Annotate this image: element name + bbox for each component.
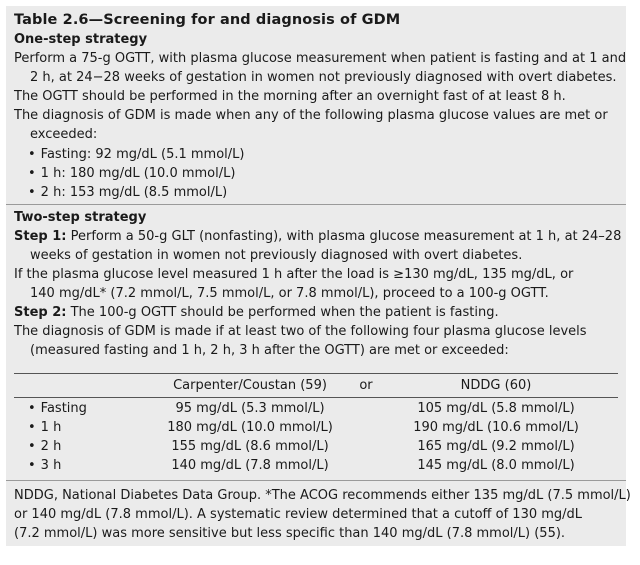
footnote-divider	[6, 480, 626, 481]
one-step-bullet-2h: • 2 h: 153 mg/dL (8.5 mmol/L)	[28, 183, 227, 202]
footnote-line3: (7.2 mmol/L) was more sensitive but less specific than 140 mg/dL (7.8 mmol/L) (55).	[14, 526, 566, 541]
one-step-heading: One-step strategy	[14, 32, 148, 47]
one-step-p1-line2: 2 h, at 24−28 weeks of gestation in women not previously diagnosed with overt diabetes.	[30, 70, 617, 85]
one-step-p2: The OGTT should be performed in the morning after an overnight fast of at least 8 h.	[14, 89, 566, 104]
cell-nddg-1h: 190 mg/dL (10.6 mmol/L)	[413, 420, 579, 435]
row-label-2h: • 2 h	[28, 437, 61, 456]
row-label-3h: • 3 h	[28, 456, 61, 475]
table-top-rule	[14, 373, 618, 374]
diag-line1: The diagnosis of GDM is made if at least two of the following four plasma glucose levels	[14, 324, 587, 339]
one-step-p3-line2: exceeded:	[30, 127, 98, 142]
header-carpenter-coustan: Carpenter/Coustan (59)	[173, 378, 327, 393]
step1-line2: weeks of gestation in women not previously diagnosed with overt diabetes.	[30, 248, 523, 263]
two-step-heading: Two-step strategy	[14, 210, 147, 225]
if-line1: If the plasma glucose level measured 1 h after the load is ≥130 mg/dL, 135 mg/dL, or	[14, 267, 574, 282]
cell-cc-3h: 140 mg/dL (7.8 mmol/L)	[171, 458, 329, 473]
cell-cc-1h: 180 mg/dL (10.0 mmol/L)	[167, 420, 333, 435]
footnote-line1: NDDG, National Diabetes Data Group. *The ACOG recommends either 135 mg/dL (7.5 mmol/L)	[14, 488, 631, 503]
gdm-table-box	[6, 6, 631, 546]
table-header-rule	[14, 397, 618, 398]
step1-line1	[14, 227, 621, 246]
step1-text: Perform a 50-g GLT (nonfasting), with plasma glucose measurement at 1 h, at 24–28	[66, 229, 622, 244]
row-label-fasting: • Fasting	[28, 399, 87, 418]
one-step-bullet-1h: • 1 h: 180 mg/dL (10.0 mmol/L)	[28, 164, 235, 183]
cell-cc-2h: 155 mg/dL (8.6 mmol/L)	[171, 439, 329, 454]
header-or: or	[359, 378, 373, 393]
step2-text: The 100-g OGTT should be performed when the patient is fasting.	[66, 305, 499, 320]
cell-nddg-2h: 165 mg/dL (9.2 mmol/L)	[417, 439, 575, 454]
section-divider	[6, 204, 626, 205]
cell-cc-fasting: 95 mg/dL (5.3 mmol/L)	[175, 401, 325, 416]
cell-nddg-3h: 145 mg/dL (8.0 mmol/L)	[417, 458, 575, 473]
header-nddg: NDDG (60)	[460, 378, 532, 393]
one-step-bullet-fasting: • Fasting: 92 mg/dL (5.1 mmol/L)	[28, 145, 244, 164]
one-step-p3-line1: The diagnosis of GDM is made when any of the following plasma glucose values are met or	[14, 108, 608, 123]
if-line2: 140 mg/dL* (7.2 mmol/L, 7.5 mmol/L, or 7.8 mmol/L), proceed to a 100-g OGTT.	[30, 286, 549, 301]
cell-nddg-fasting: 105 mg/dL (5.8 mmol/L)	[417, 401, 575, 416]
step2-label: Step 2:	[14, 305, 67, 320]
step1-label: Step 1:	[14, 229, 67, 244]
step2-line	[14, 303, 499, 322]
one-step-p1-line1: Perform a 75-g OGTT, with plasma glucose measurement when patient is fasting and at 1 and	[14, 51, 627, 66]
table-title: Table 2.6—Screening for and diagnosis of GDM	[14, 12, 401, 28]
row-label-1h: • 1 h	[28, 418, 61, 437]
footnote-line2: or 140 mg/dL (7.8 mmol/L). A systematic review determined that a cutoff of 130 mg/dL	[14, 507, 583, 522]
diag-line2: (measured fasting and 1 h, 2 h, 3 h after the OGTT) are met or exceeded:	[30, 343, 509, 358]
